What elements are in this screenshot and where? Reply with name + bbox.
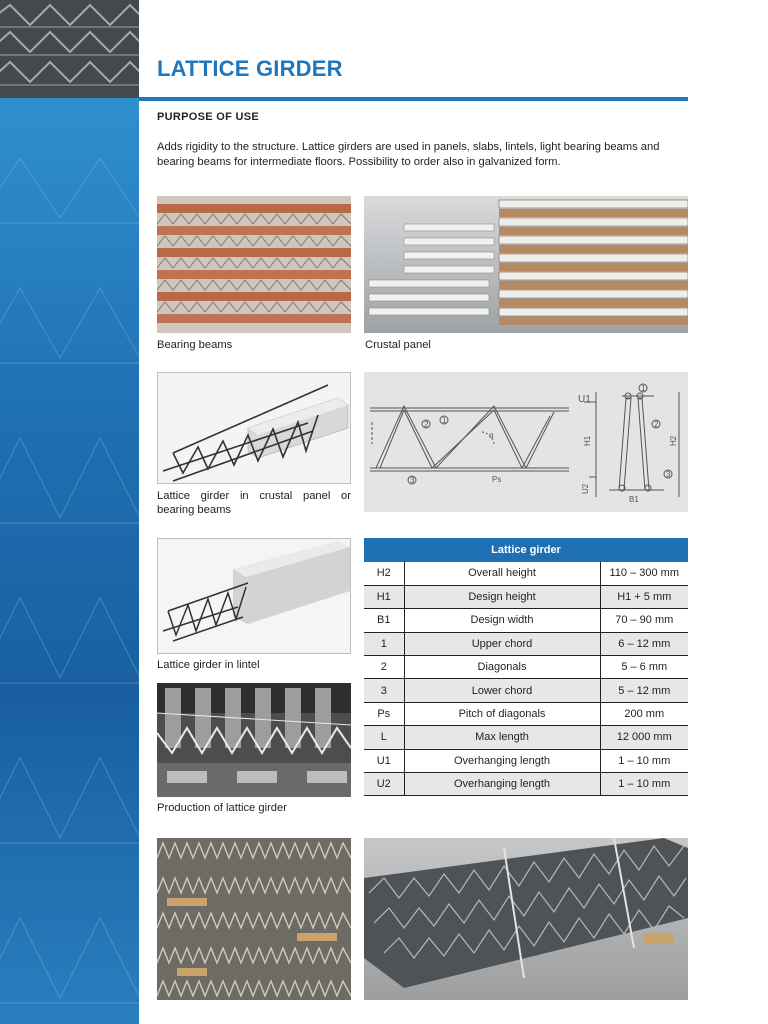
label-u1: U1 (578, 394, 591, 405)
row-value: 6 – 12 mm (600, 632, 688, 655)
row-name: Upper chord (404, 632, 600, 655)
label-alpha: α (489, 431, 494, 440)
table-row (364, 726, 688, 749)
row-value: 200 mm (600, 702, 688, 725)
row-code: 2 (364, 656, 404, 679)
row-value: H1 + 5 mm (600, 585, 688, 608)
table-row (364, 749, 688, 772)
row-name: Overhanging length (404, 773, 600, 796)
production-photo (157, 683, 351, 797)
side-marker-3: 3 (666, 470, 671, 479)
label-b1: B1 (629, 495, 639, 504)
table-row (364, 585, 688, 608)
marker-2: 2 (424, 420, 429, 429)
row-value: 5 – 12 mm (600, 679, 688, 702)
row-name: Lower chord (404, 679, 600, 702)
row-name: Diagonals (404, 656, 600, 679)
row-code: L (364, 726, 404, 749)
marker-3: 3 (410, 476, 415, 485)
row-code: U1 (364, 749, 404, 772)
label-h1: H1 (583, 435, 592, 446)
crustal-panel-photo (364, 196, 688, 333)
caption-girder-lintel: Lattice girder in lintel (157, 659, 260, 671)
side-marker-1: 1 (641, 384, 646, 393)
table-row (364, 609, 688, 632)
row-code: 1 (364, 632, 404, 655)
table-row (364, 773, 688, 796)
row-name: Design height (404, 585, 600, 608)
girder-bundle-photo (364, 838, 688, 1000)
section-heading: PURPOSE OF USE (157, 111, 259, 123)
girder-crustal-panel-photo (157, 372, 351, 484)
table-row (364, 656, 688, 679)
caption-crustal-panel: Crustal panel (365, 339, 431, 351)
table-row (364, 702, 688, 725)
row-code: B1 (364, 609, 404, 632)
corner-lattice-photo (0, 0, 139, 98)
row-name: Overall height (404, 562, 600, 585)
title-divider (139, 97, 688, 101)
table-title: Lattice girder (364, 538, 688, 562)
row-value: 1 – 10 mm (600, 749, 688, 772)
row-code: U2 (364, 773, 404, 796)
girder-lintel-photo (157, 538, 351, 654)
table-row (364, 632, 688, 655)
page-title: LATTICE GIRDER (157, 56, 343, 81)
row-code: H2 (364, 562, 404, 585)
bearing-beams-photo (157, 196, 351, 333)
row-value: 110 – 300 mm (600, 562, 688, 585)
row-code: Ps (364, 702, 404, 725)
row-code: H1 (364, 585, 404, 608)
row-value: 1 – 10 mm (600, 773, 688, 796)
caption-girder-crustal: Lattice girder in crustal panel or bearing beams (157, 490, 351, 516)
girder-technical-drawing (364, 372, 688, 512)
label-ps: Ps (492, 475, 502, 484)
label-u2: U2 (581, 483, 590, 494)
caption-production: Production of lattice girder (157, 802, 287, 814)
caption-bearing-beams: Bearing beams (157, 339, 233, 351)
marker-1: 1 (442, 416, 447, 425)
table-row (364, 562, 688, 585)
row-value: 12 000 mm (600, 726, 688, 749)
intro-paragraph: Adds rigidity to the structure. Lattice girders are used in panels, slabs, lintels, light bearing beams and bearing beams for intermediate floors. Possibility to order also in galvanized form. (157, 141, 660, 168)
lattice-girder-table (364, 538, 688, 796)
row-code: 3 (364, 679, 404, 702)
side-marker-2: 2 (654, 420, 659, 429)
row-name: Overhanging length (404, 749, 600, 772)
row-name: Pitch of diagonals (404, 702, 600, 725)
row-name: Design width (404, 609, 600, 632)
row-name: Max length (404, 726, 600, 749)
label-h2: H2 (669, 435, 678, 446)
row-value: 5 – 6 mm (600, 656, 688, 679)
row-value: 70 – 90 mm (600, 609, 688, 632)
table-row (364, 679, 688, 702)
blue-side-band (0, 98, 139, 1024)
stacked-girders-photo (157, 838, 351, 1000)
